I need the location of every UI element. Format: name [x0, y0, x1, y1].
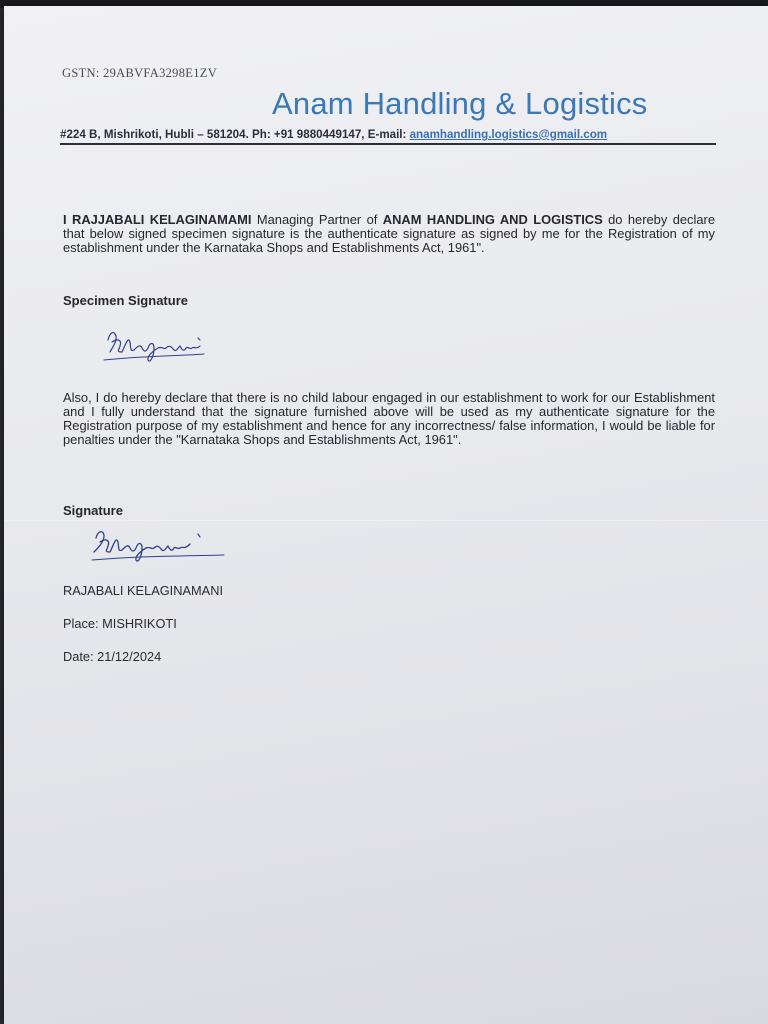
declarant-name: I RAJJABALI KELAGINAMAMI [63, 212, 252, 227]
declaration-text: do hereby declare that below signed specimen signature is the authenticate signature as signed by me for the Registration of my establishment under the Karnataka Shops and Establishments Act, 1961". [63, 212, 715, 255]
gstn-number: GSTN: 29ABVFA3298E1ZV [62, 66, 218, 80]
declaration-paragraph [63, 213, 715, 255]
declared-company: ANAM HANDLING AND LOGISTICS [382, 212, 603, 227]
signature-label: Signature [63, 503, 123, 518]
specimen-signature-label: Specimen Signature [63, 293, 188, 308]
address-text: #224 B, Mishrikoti, Hubli – 581204. Ph: +91 9880449147, E-mail: [60, 128, 410, 141]
letterhead-divider [60, 143, 716, 145]
signature [86, 522, 226, 567]
specimen-signature [100, 322, 240, 367]
email-link: anamhandling.logistics@gmail.com [409, 128, 608, 141]
company-name: Anam Handling & Logistics [272, 86, 648, 121]
signatory-place: Place: MISHRIKOTI [63, 616, 177, 631]
signatory-date: Date: 21/12/2024 [63, 649, 162, 664]
paper-fold-line [4, 520, 768, 521]
address-line [60, 128, 607, 141]
child-labour-declaration: Also, I do hereby declare that there is no child labour engaged in our establishment to work for our Establishment and I fully understand that the signature furnished above will be used as my authenticate signature for the Registration purpose of my establishment and hence for any incorrectness/ false information, I would be liable for penalties under the "Karnataka Shops and Establishments Act, 1961". [63, 390, 715, 447]
declarant-role: Managing Partner of [251, 212, 383, 227]
signatory-name: RAJABALI KELAGINAMANI [63, 583, 224, 598]
